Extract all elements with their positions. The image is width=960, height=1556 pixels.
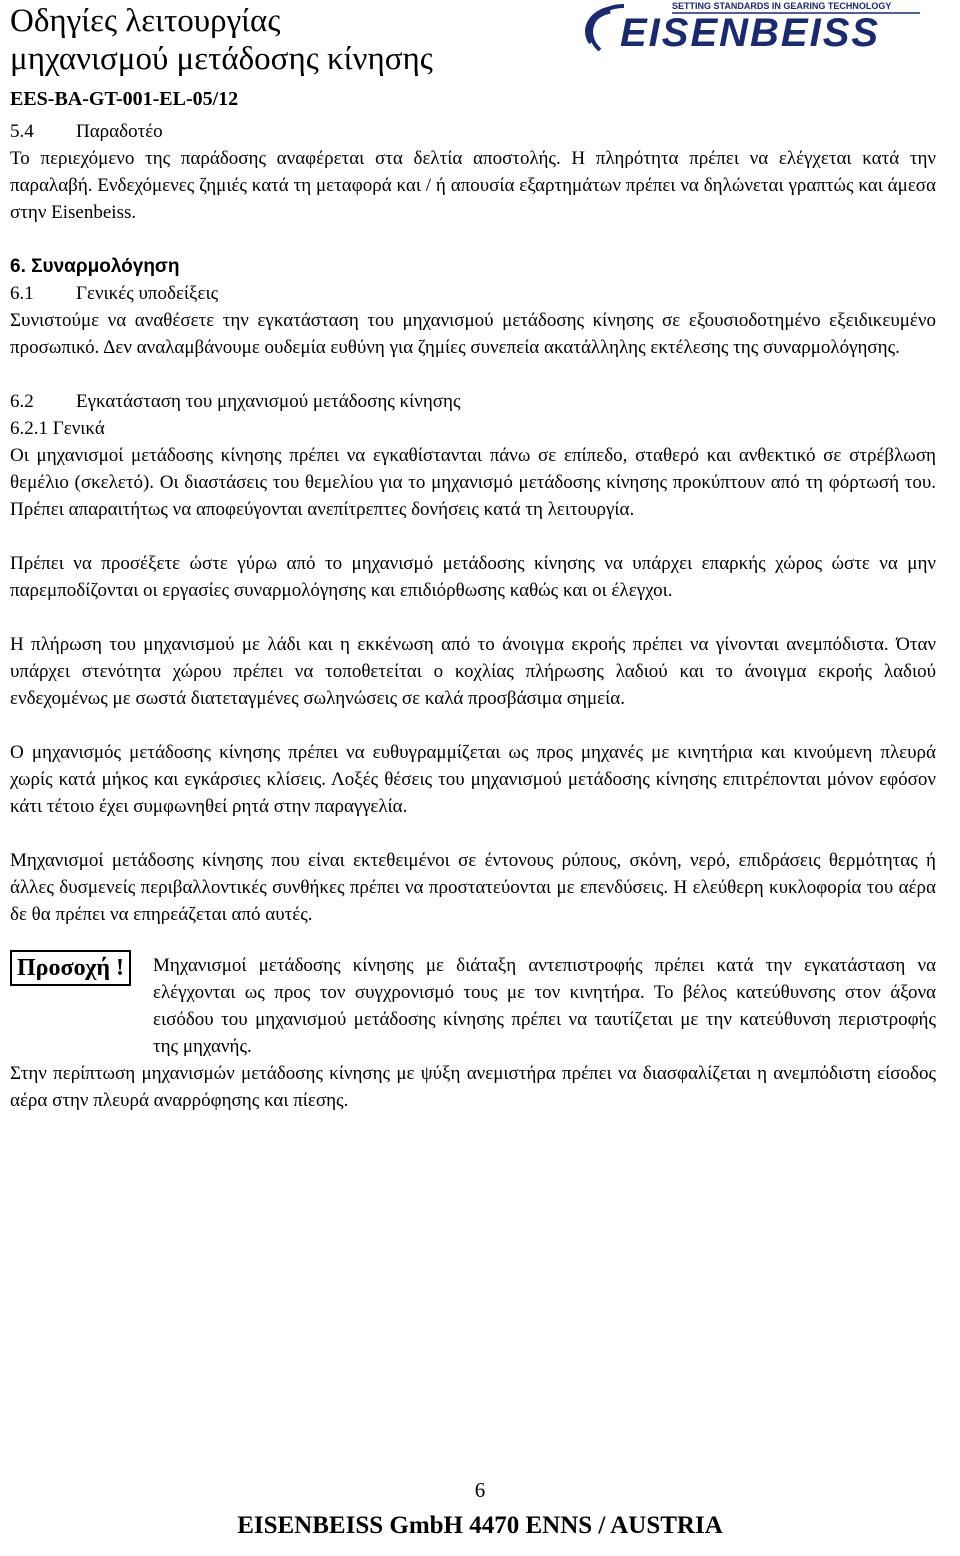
logo-globe-icon	[589, 6, 624, 50]
section-6-2-1-heading: 6.2.1 Γενικά	[10, 418, 105, 439]
page-number: 6	[474, 1478, 486, 1502]
section-6-2-heading	[10, 388, 936, 415]
document-title	[10, 2, 433, 78]
caution-label: Προσοχή !	[10, 950, 131, 986]
section-5-4-heading	[10, 118, 936, 145]
section-number: 5.4	[10, 121, 34, 142]
paragraph-foundation: Οι μηχανισμοί μετάδοσης κίνησης πρέπει να εγκαθίστανται πάνω σε επίπεδο, σταθερό και ανθεκτικό σε στρέβλωση θεμέλιο (σκελετό). Οι διαστάσεις του θεμελίου για το μηχανισμό μετάδοσης κίνησης προκύπτουν από τη φόρτωσή του. Πρέπει απαραιτήτως να αποφεύγονται ανεπίτρεπτες δονήσεις κατά τη λειτουργία.	[10, 445, 936, 520]
paragraph-fan-cooling: Στην περίπτωση μηχανισμών μετάδοσης κίνησης με ψύξη ανεμιστήρα πρέπει να διασφαλίζεται η ανεμπόδιστη είσοδος αέρα στην πλευρά αναρρόφησης και πίεσης.	[10, 1063, 936, 1111]
section-title: Γενικές υποδείξεις	[76, 283, 219, 304]
section-number: 6.2	[10, 391, 34, 412]
section-5-4-text: Το περιεχόμενο της παράδοσης αναφέρεται στα δελτία αποστολής. Η πληρότητα πρέπει να ελέγχεται κατά την παραλαβή. Ενδεχόμενες ζημιές κατά τη μεταφορά και / ή απουσία εξαρτημάτων πρέπει να δηλώνεται γραπτώς και άμεσα στην Eisenbeiss.	[10, 148, 936, 223]
document-code: EES-BA-GT-001-EL-05/12	[10, 88, 239, 110]
paragraph-oil-filling: Η πλήρωση του μηχανισμού με λάδι και η εκκένωση από το άνοιγμα εκροής πρέπει να γίνονται ανεμπόδιστα. Όταν υπάρχει στενότητα χώρου πρέπει να τοποθετείται ο κοχλίας πλήρωσης λαδιού και το άνοιγμα εκροής λαδιού ενδεχομένως με σωστά διατεταγμένες σωληνώσεις σε καλά προσβάσιμα σημεία.	[10, 634, 936, 709]
caution-text: Μηχανισμοί μετάδοσης κίνησης με διάταξη αντεπιστροφής πρέπει κατά την εγκατάσταση να ελέγχονται ως προς τον συγχρονισμό τους με τον κινητήρα. Το βέλος κατεύθυνσης στον άξονα εισόδου του μηχανισμού μετάδοσης κίνησης πρέπει να ταυτίζεται με την κατεύθυνση περιστροφής της μηχανής.	[152, 955, 936, 1057]
logo-wordmark: EISENBEISS	[620, 11, 881, 55]
section-6-1-text: Συνιστούμε να αναθέσετε την εγκατάσταση του μηχανισμού μετάδοσης κίνησης σε εξουσιοδοτημένο εξειδικευμένο προσωπικό. Δεν αναλαμβάνουμε ουδεμία ευθύνη για ζημίες συνεπεία ακατάλληλης εκτέλεσης της συναρμολόγησης.	[10, 310, 936, 358]
title-line-1: Οδηγίες λειτουργίας	[10, 3, 281, 39]
section-6-heading: 6. Συναρμολόγηση	[10, 256, 180, 277]
logo-tagline: SETTING STANDARDS IN GEARING TECHNOLOGY	[672, 1, 892, 11]
eisenbeiss-logo	[580, 0, 940, 60]
section-6-1-heading	[10, 280, 936, 307]
section-title: Παραδοτέο	[76, 121, 163, 142]
paragraph-alignment: Ο μηχανισμός μετάδοσης κίνησης πρέπει να ευθυγραμμίζεται ως προς μηχανές με κινητήρια και κινούμενη πλευρά χωρίς κατά μήκος και εγκάρσιες κλίσεις. Λοξές θέσεις του μηχανισμού μετάδοσης κίνησης επιτρέπονται μόνον εφόσον κάτι τέτοιο έχει συμφωνηθεί ρητά στην παραγγελία.	[10, 742, 936, 817]
caution-notice	[10, 952, 936, 1060]
section-number: 6.1	[10, 283, 34, 304]
footer-company: EISENBEISS GmbH 4470 ENNS / AUSTRIA	[237, 1512, 723, 1539]
paragraph-protection: Μηχανισμοί μετάδοσης κίνησης που είναι εκτεθειμένοι σε έντονους ρύπους, σκόνη, νερό, επιδράσεις θερμότητας ή άλλες δυσμενείς περιβαλλοντικές συνθήκες πρέπει να προστατεύονται με επενδύσεις. Η ελεύθερη κυκλοφορία του αέρα δε θα πρέπει να επηρεάζεται από αυτές.	[10, 850, 936, 925]
section-title: Εγκατάσταση του μηχανισμού μετάδοσης κίνησης	[76, 391, 461, 412]
paragraph-clearance: Πρέπει να προσέξετε ώστε γύρω από το μηχανισμό μετάδοσης κίνησης να υπάρχει επαρκής χώρος ώστε να μην παρεμποδίζονται οι εργασίες συναρμολόγησης και επιδιόρθωσης καθώς και οι έλεγχοι.	[10, 553, 936, 601]
document-body	[10, 118, 936, 1114]
title-line-2: μηχανισμού μετάδοσης κίνησης	[10, 41, 433, 77]
